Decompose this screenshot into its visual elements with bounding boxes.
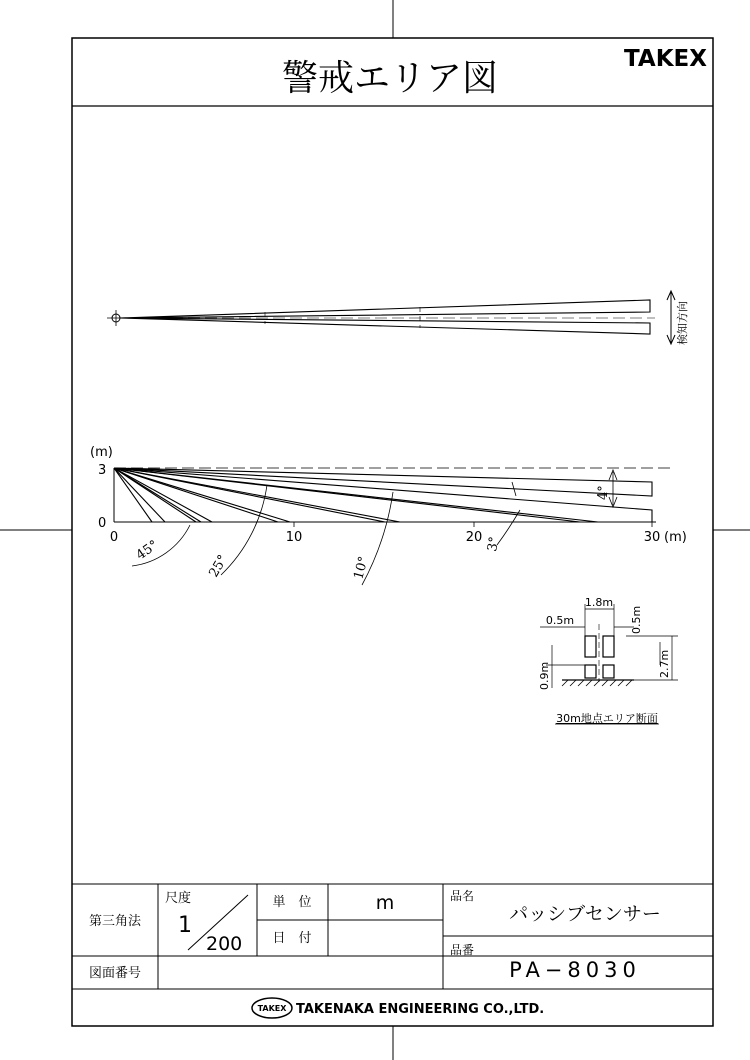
gap-right: 0.5m (630, 605, 643, 634)
scale-numerator: 1 (178, 913, 192, 938)
y-tick-0: 0 (98, 516, 107, 531)
height-0-9: 0.9m (538, 661, 551, 690)
angle-45: 45° (133, 537, 162, 564)
width-1-8: 1.8m (584, 596, 614, 609)
sheet-frame (72, 38, 713, 1026)
unit-label: 単 位 (272, 895, 312, 910)
section-zones (585, 636, 614, 678)
product-number: PA−8030 (509, 958, 641, 982)
side-view (90, 445, 687, 585)
angle-10: 10° (351, 554, 372, 582)
product-number-label: 品番 (450, 943, 475, 957)
date-label: 日 付 (272, 931, 312, 946)
x-tick-20: 20 (465, 530, 483, 545)
projection-method: 第三角法 (88, 914, 142, 929)
drawing-number-label: 図面番号 (88, 966, 142, 981)
angle-3: 3° (485, 535, 503, 553)
scale-label: 尺度 (165, 891, 192, 906)
height-2-7: 2.7m (658, 649, 671, 678)
detection-direction-label: 検知方向 (676, 301, 689, 345)
scale-denominator: 200 (206, 933, 243, 955)
logo-text: TAKEX (257, 1004, 287, 1013)
gap-left: 0.5m (545, 614, 575, 627)
brand-logo: TAKEX (624, 46, 707, 72)
company-name: TAKENAKA ENGINEERING CO.,LTD. (296, 1002, 545, 1017)
y-unit: (m) (90, 445, 113, 460)
x-tick-0: 0 (109, 530, 119, 545)
drawing-title: 警戒エリア図 (281, 58, 499, 99)
top-view (107, 291, 689, 345)
product-name-label: 品名 (450, 889, 475, 903)
product-name: パッシブセンサー (509, 903, 661, 925)
area-section (538, 596, 678, 725)
top-beams (120, 300, 650, 334)
ground-hatch (562, 680, 632, 686)
y-tick-3: 3 (98, 463, 107, 478)
angle-arcs (132, 470, 617, 585)
angle-4: 4° (596, 485, 611, 500)
x-tick-10: 10 (285, 530, 303, 545)
angle-25: 25° (206, 552, 231, 580)
x-unit: (m) (664, 530, 687, 545)
x-tick-30: 30 (643, 530, 661, 545)
direction-arrow (667, 291, 675, 344)
side-beams (114, 468, 652, 522)
company-footer (252, 998, 544, 1018)
section-caption: 30m地点エリア断面 (556, 712, 658, 725)
unit-value: m (375, 892, 395, 914)
